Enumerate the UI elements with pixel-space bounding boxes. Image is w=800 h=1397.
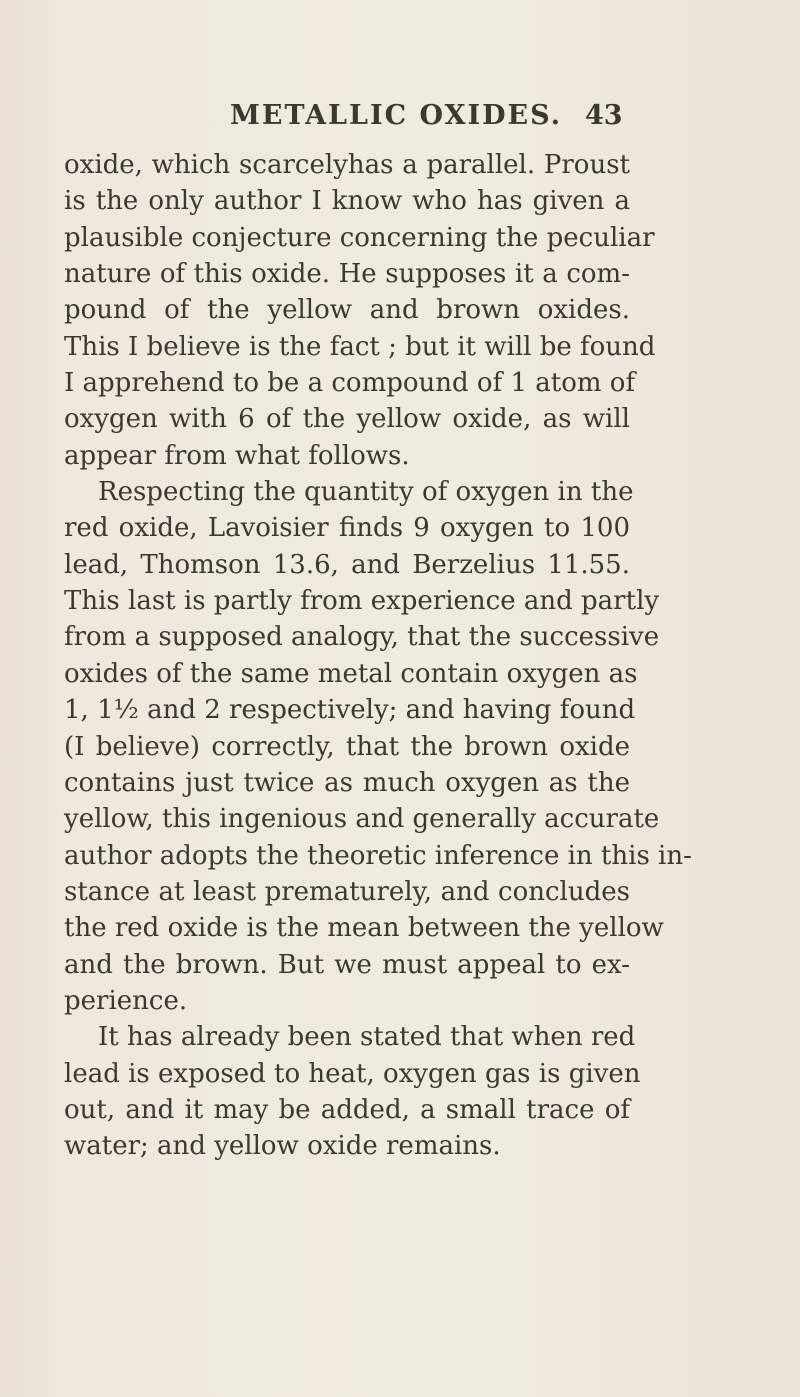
running-head: [0, 100, 800, 140]
paragraph-start-line: It has already been stated that when red: [98, 1022, 636, 1053]
text-line: lead, Thomson 13.6, and Berzelius 11.55.: [64, 549, 630, 580]
text-line: pound of the yellow and brown oxides.: [64, 295, 630, 326]
text-line: and the brown. But we must appeal to ex-: [64, 949, 630, 980]
text-line: lead is exposed to heat, oxygen gas is given: [64, 1058, 641, 1089]
page-header-title: METALLIC OXIDES.: [230, 100, 563, 131]
text-line: red oxide, Lavoisier finds 9 oxygen to 100: [64, 513, 630, 544]
text-line: nature of this oxide. He supposes it a com-: [64, 259, 630, 290]
page-number: 43: [585, 100, 623, 131]
text-line: contains just twice as much oxygen as the: [64, 767, 630, 798]
paragraph-end-line: appear from what follows.: [64, 440, 410, 471]
body-text: [64, 147, 692, 1165]
text-line: author adopts the theoretic inference in this in-: [64, 840, 692, 871]
paragraph-end-line: water; and yellow oxide remains.: [64, 1131, 501, 1162]
paragraph-start-line: Respecting the quantity of oxygen in the: [98, 477, 634, 508]
paragraph-end-line: perience.: [64, 985, 188, 1016]
text-line: is the only author I know who has given a: [64, 186, 630, 217]
text-line: This I believe is the fact ; but it will be found: [64, 331, 656, 362]
text-line: (I believe) correctly, that the brown oxide: [64, 731, 630, 762]
text-line: 1, 1½ and 2 respectively; and having found: [64, 695, 636, 726]
text-line: This last is partly from experience and partly: [64, 586, 660, 617]
text-line: from a supposed analogy, that the successive: [64, 622, 660, 653]
text-line: oxygen with 6 of the yellow oxide, as will: [64, 404, 630, 435]
text-line: the red oxide is the mean between the yellow: [64, 913, 664, 944]
text-line: plausible conjecture concerning the peculiar: [64, 222, 655, 253]
text-line: oxide, which scarcelyhas a parallel. Proust: [64, 150, 630, 180]
text-line: oxides of the same metal contain oxygen as: [64, 658, 638, 689]
text-line: yellow, this ingenious and generally accurate: [64, 804, 660, 835]
text-line: I apprehend to be a compound of 1 atom of: [64, 368, 636, 399]
text-line: out, and it may be added, a small trace of: [64, 1094, 630, 1125]
text-line: stance at least prematurely, and concludes: [64, 876, 630, 907]
